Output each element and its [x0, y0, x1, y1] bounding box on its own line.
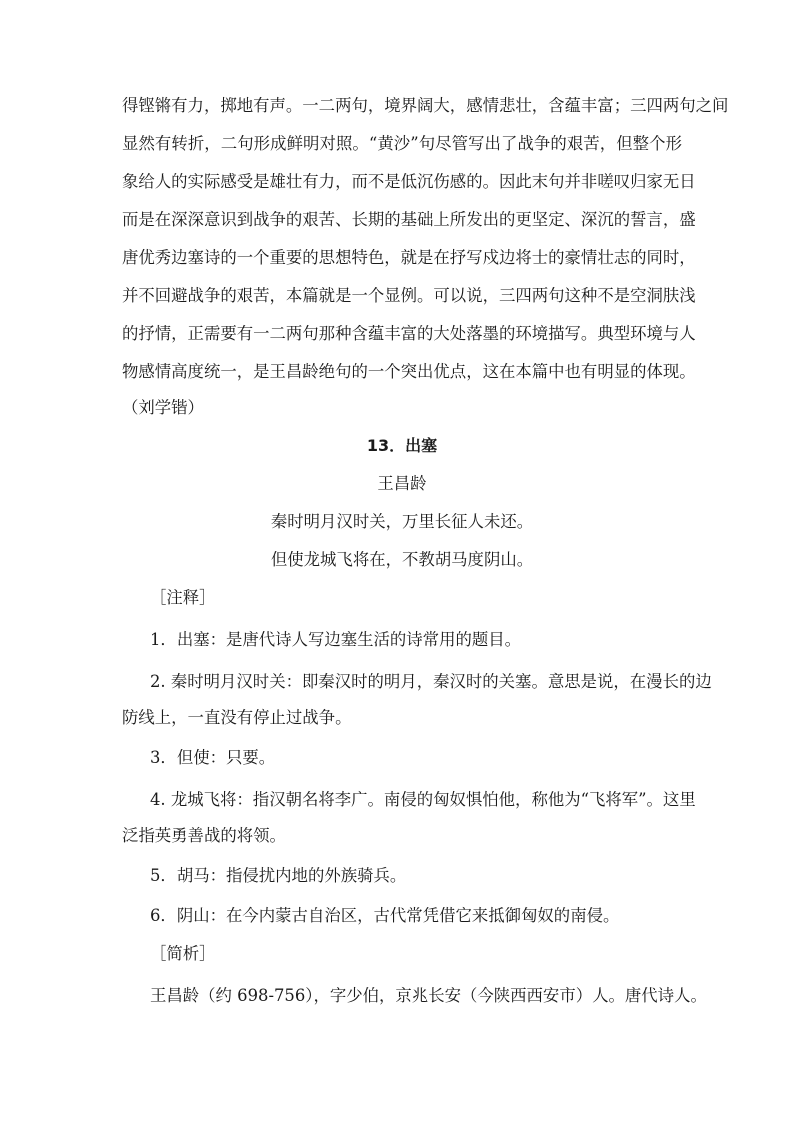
note-5: 5．胡马：指侵扰内地的外族骑兵。 — [150, 866, 407, 885]
note-4-line-2: 泛指英勇善战的将领。 — [122, 826, 286, 845]
note-4-line-1: 4. 龙城飞将：指汉朝名将李广。南侵的匈奴惧怕他，称他为“飞将军”。这里 — [150, 790, 696, 809]
brief-heading: ［简析］ — [150, 944, 216, 963]
analysis-line-6: 并不回避战争的艰苦，本篇就是一个显例。可以说，三四两句这种不是空洞肤浅 — [122, 286, 696, 305]
note-1: 1．出塞：是唐代诗人写边塞生活的诗常用的题目。 — [150, 630, 522, 649]
note-2-line-2: 防线上，一直没有停止过战争。 — [122, 708, 352, 727]
analysis-line-8: 物感情高度统一，是王昌龄绝句的一个突出优点，这在本篇中也有明显的体现。 — [122, 362, 696, 381]
note-2-line-1: 2. 秦时明月汉时关：即秦汉时的明月，秦汉时的关塞。意思是说，在漫长的边 — [150, 672, 712, 691]
analysis-line-1: 得铿锵有力，掷地有声。一二两句，境界阔大，感情悲壮，含蕴丰富；三四两句之间 — [122, 96, 729, 115]
poem-title: 13．出塞 — [366, 436, 438, 455]
note-6: 6．阴山：在今内蒙古自治区，古代常凭借它来抵御匈奴的南侵。 — [150, 906, 620, 925]
analysis-line-4: 而是在深深意识到战争的艰苦、长期的基础上所发出的更坚定、深沉的誓言，盛 — [122, 210, 696, 229]
notes-heading: ［注释］ — [150, 588, 216, 607]
analysis-line-7: 的抒情，正需要有一二两句那种含蕴丰富的大处落墨的环境描写。典型环境与人 — [122, 324, 696, 343]
note-3: 3．但使：只要。 — [150, 748, 276, 767]
document-page — [122, 0, 729, 1132]
analysis-line-3: 象给人的实际感受是雄壮有力，而不是低沉伤感的。因此末句并非嗟叹归家无日 — [122, 172, 696, 191]
analysis-author: （刘学锴） — [122, 398, 204, 417]
poem-line-1: 秦时明月汉时关，万里长征人未还。 — [270, 512, 534, 531]
poem-line-2: 但使龙城飞将在，不教胡马度阴山。 — [270, 550, 534, 569]
analysis-line-2: 显然有转折，二句形成鲜明对照。“黄沙”句尽管写出了战争的艰苦，但整个形 — [122, 134, 682, 153]
brief-line-1: 王昌龄（约 698-756），字少伯，京兆长安（今陕西西安市）人。唐代诗人。 — [150, 986, 707, 1005]
analysis-line-5: 唐优秀边塞诗的一个重要的思想特色，就是在抒写戍边将士的豪情壮志的同时， — [122, 248, 696, 267]
poem-author: 王昌龄 — [377, 474, 427, 493]
